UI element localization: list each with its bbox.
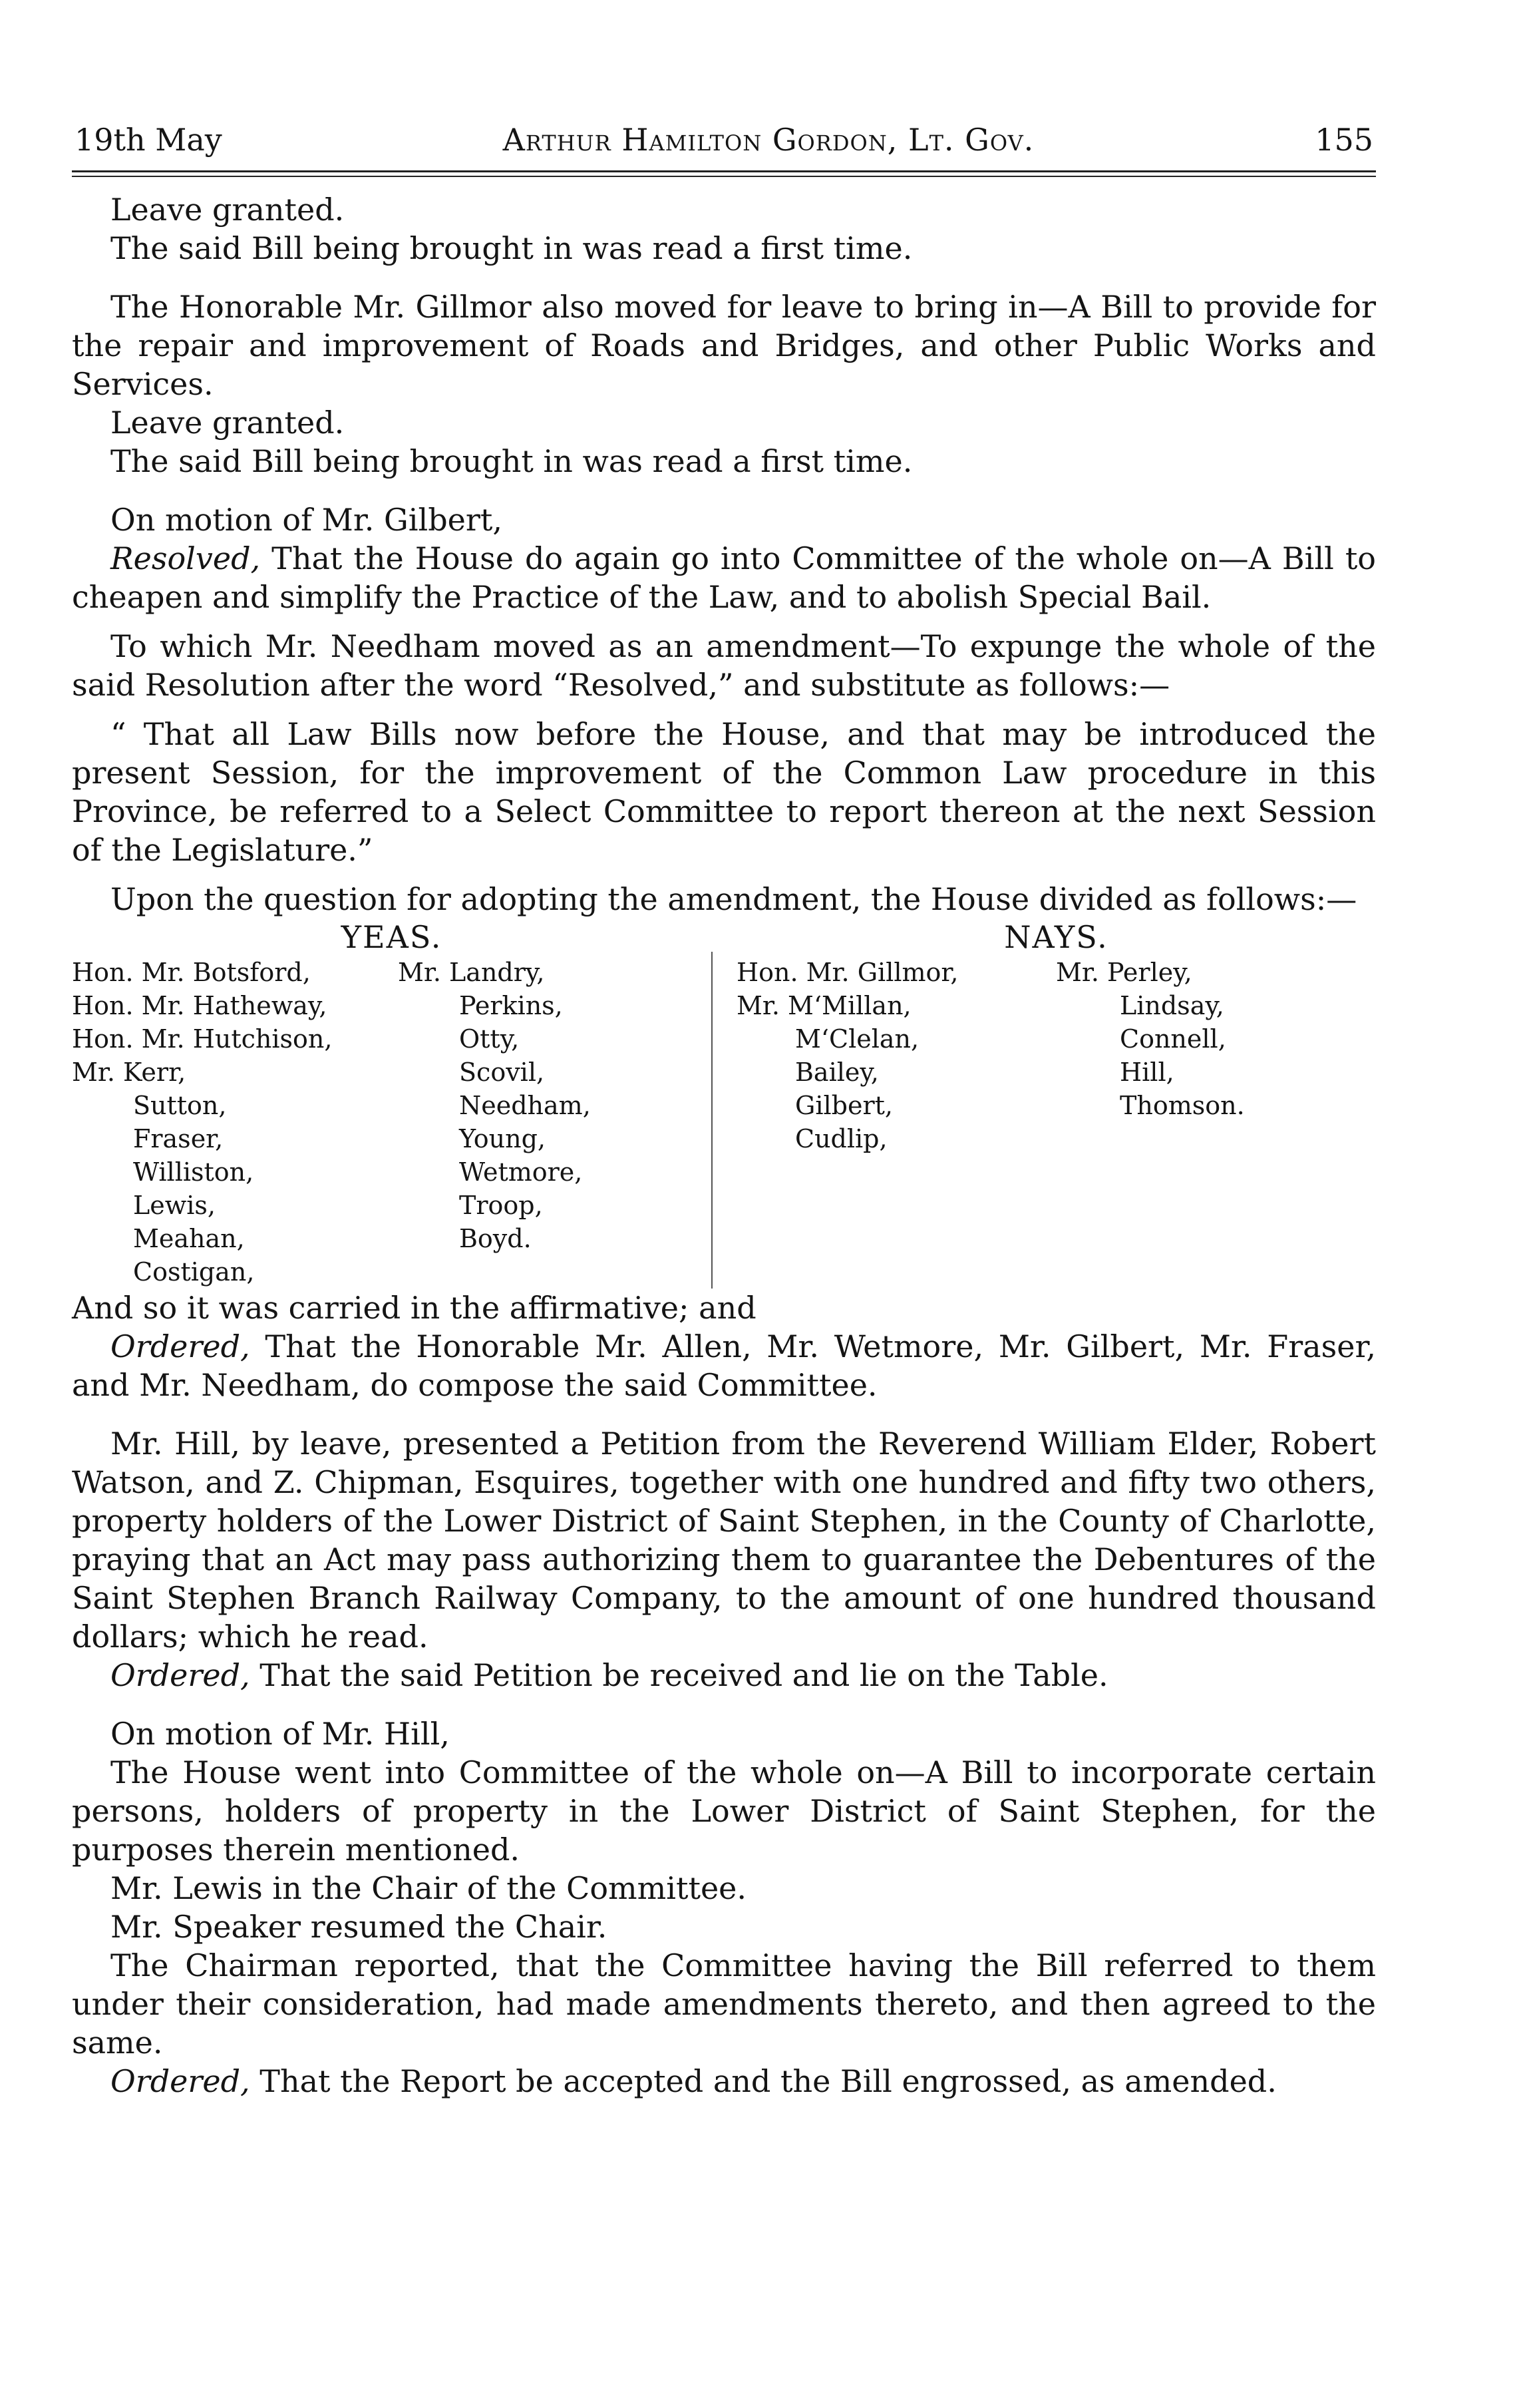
paragraph-gillmor-motion: The Honorable Mr. Gillmor also moved for leave to bring in—A Bill to provide for the repair and improvement of Roads and Bridges, and other Public Works and Services. (72, 289, 1376, 402)
paragraph-chairman-reported: The Chairman reported, that the Committee having the Bill referred to them under their consideration, had made amendments thereto, and then agreed to the same. (72, 1947, 1376, 2061)
paragraph-needham-amendment: To which Mr. Needham moved as an amendment—To expunge the whole of the said Resolution after the word “Resolved,” and substitute as follows:— (72, 628, 1376, 703)
header-date: 19th May (75, 122, 222, 158)
nay-member: Hon. Mr. Gillmor, (737, 958, 959, 987)
yea-member: Troop, (459, 1191, 543, 1220)
paragraph-first-reading-2: The said Bill being brought in was read a first time. (110, 443, 913, 479)
paragraph-gilbert-motion: On motion of Mr. Gilbert, (110, 502, 502, 538)
nays-column (711, 919, 1376, 1289)
paragraph-first-reading-1: The said Bill being brought in was read a first time. (110, 230, 913, 266)
nay-member: Lindsay, (1120, 991, 1224, 1020)
yeas-list-2 (398, 956, 637, 1289)
document-page (72, 120, 1376, 2101)
nays-list-1 (737, 956, 1056, 1155)
paragraph-resolved (72, 539, 1376, 616)
resolved-label: Resolved, (110, 540, 261, 576)
paragraph-lewis-chair: Mr. Lewis in the Chair of the Committee. (110, 1870, 747, 1906)
yea-member: Fraser, (133, 1124, 224, 1153)
yea-member: Meahan, (133, 1224, 245, 1253)
nays-heading: NAYS. (1004, 919, 1108, 955)
paragraph-leave-granted-2: Leave granted. (110, 405, 345, 441)
yea-member: Boyd. (459, 1224, 532, 1253)
yea-member: Costigan, (133, 1257, 255, 1287)
ordered-label: Ordered, (110, 1657, 250, 1693)
nay-member: Hill, (1120, 1058, 1174, 1087)
page-body (72, 190, 1376, 2101)
paragraph-leave-granted-1: Leave granted. (110, 192, 345, 228)
resolved-text: That the House do again go into Committee of the whole on—A Bill to cheapen and simplify the Practice of the Law, and to abolish Special Bail. (72, 540, 1376, 615)
nays-list-2 (1056, 956, 1282, 1155)
ordered-committee-text: That the Honorable Mr. Allen, Mr. Wetmore, Mr. Gilbert, Mr. Fraser, and Mr. Needham, do compose the said Committee. (72, 1328, 1376, 1403)
yea-member: Mr. Landry, (398, 958, 545, 987)
yea-member: Perkins, (459, 991, 563, 1020)
ordered-report-text: That the Report be accepted and the Bill engrossed, as amended. (250, 2063, 1277, 2099)
ordered-petition-text: That the said Petition be received and lie on the Table. (250, 1657, 1108, 1693)
paragraph-affirmative: And so it was carried in the affirmative; and (72, 1290, 756, 1326)
header-running-title: Arthur Hamilton Gordon, Lt. Gov. (502, 122, 1035, 158)
nay-member: M‘Clelan, (795, 1024, 920, 1054)
yea-member: Hon. Mr. Hutchison, (72, 1024, 333, 1054)
nay-member: Bailey, (795, 1058, 879, 1087)
yea-member: Hon. Mr. Botsford, (72, 958, 311, 987)
nay-member: Connell, (1120, 1024, 1226, 1054)
page-header (72, 120, 1376, 160)
paragraph-ordered-petition (72, 1656, 1376, 1695)
yeas-heading: YEAS. (341, 919, 442, 955)
yea-member: Williston, (133, 1157, 254, 1187)
yea-member: Mr. Kerr, (72, 1058, 186, 1087)
ordered-label: Ordered, (110, 2063, 250, 2099)
yea-member: Otty, (459, 1024, 520, 1054)
nay-member: Mr. Perley, (1056, 958, 1192, 987)
paragraph-speaker-resumed: Mr. Speaker resumed the Chair. (110, 1909, 607, 1945)
nay-member: Gilbert, (795, 1091, 893, 1120)
yeas-list-1 (72, 956, 398, 1289)
yea-member: Scovil, (459, 1058, 545, 1087)
nay-member: Thomson. (1120, 1091, 1245, 1120)
nay-member: Cudlip, (795, 1124, 888, 1153)
yea-member: Young, (459, 1124, 546, 1153)
yeas-column (72, 918, 711, 1289)
yea-member: Hon. Mr. Hatheway, (72, 991, 327, 1020)
page-number: 155 (1315, 122, 1373, 158)
yea-member: Sutton, (133, 1091, 227, 1120)
paragraph-hill-motion: On motion of Mr. Hill, (110, 1716, 450, 1752)
paragraph-ordered-committee (72, 1327, 1376, 1404)
yea-member: Lewis, (133, 1191, 216, 1220)
paragraph-amendment-quote: “ That all Law Bills now before the House, and that may be introduced the present Session, for the improvement of the Common Law procedure in this Province, be referred to a Select Committee to report thereon at the next Session of the Legislature.” (72, 716, 1376, 868)
paragraph-hill-petition: Mr. Hill, by leave, presented a Petition from the Reverend William Elder, Robert Watson, and Z. Chipman, Esquires, together with one hundred and fifty two others, property holders of the Lower District of Saint Stephen, in the County of Charlotte, praying that an Act may pass authorizing them to guarantee the Debentures of the Saint Stephen Branch Railway Company, to the amount of one hundred thousand dollars; which he read. (72, 1426, 1376, 1655)
nay-member: Mr. M‘Millan, (737, 991, 912, 1020)
division-list (72, 918, 1376, 1289)
header-rule (72, 170, 1376, 177)
paragraph-division-intro: Upon the question for adopting the amendment, the House divided as follows:— (110, 881, 1357, 917)
paragraph-committee-incorporate: The House went into Committee of the whole on—A Bill to incorporate certain persons, holders of property in the Lower District of Saint Stephen, for the purposes therein mentioned. (72, 1754, 1376, 1868)
yea-member: Wetmore, (459, 1157, 583, 1187)
yea-member: Needham, (459, 1091, 591, 1120)
ordered-label: Ordered, (110, 1328, 250, 1364)
paragraph-ordered-report (72, 2062, 1376, 2101)
